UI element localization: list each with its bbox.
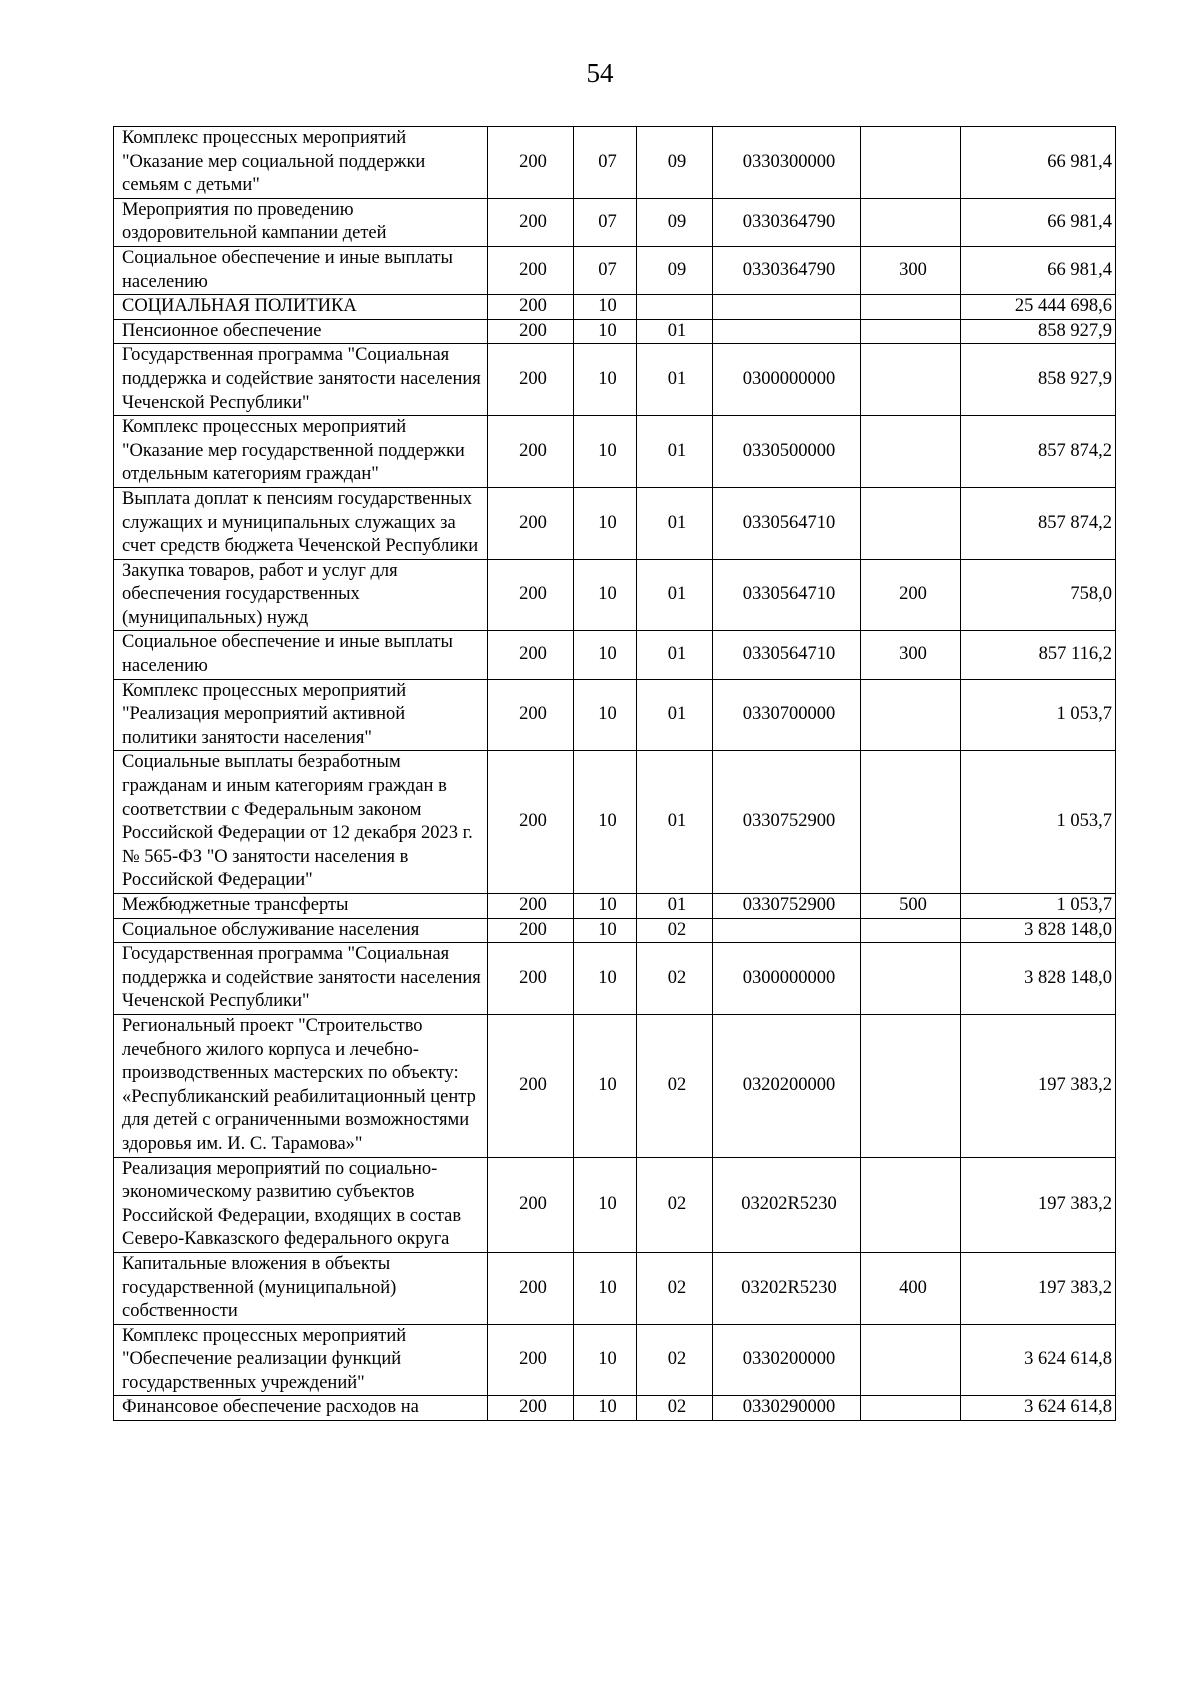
row-grbs-code: 200 (488, 943, 574, 1015)
row-grbs-code: 200 (488, 751, 574, 894)
row-name: Социальное обслуживание населения (114, 918, 488, 943)
row-expense-type (861, 679, 961, 751)
row-name: Комплекс процессных мероприятий "Обеспечение реализации функций государственных учреждений" (114, 1324, 488, 1396)
row-name: Финансовое обеспечение расходов на (114, 1396, 488, 1421)
row-section-code: 10 (574, 894, 637, 919)
row-amount: 758,0 (961, 559, 1116, 631)
row-target-article: 0330564710 (713, 631, 861, 679)
row-section-code: 10 (574, 559, 637, 631)
row-expense-type (861, 198, 961, 246)
row-name: СОЦИАЛЬНАЯ ПОЛИТИКА (114, 295, 488, 320)
row-expense-type (861, 295, 961, 320)
row-grbs-code: 200 (488, 1396, 574, 1421)
table-row (114, 246, 1116, 294)
row-subsection-code: 01 (637, 344, 713, 416)
row-grbs-code: 200 (488, 631, 574, 679)
row-section-code: 10 (574, 918, 637, 943)
table-row (114, 894, 1116, 919)
row-subsection-code: 02 (637, 1324, 713, 1396)
row-grbs-code: 200 (488, 416, 574, 488)
row-section-code: 10 (574, 319, 637, 344)
row-amount: 1 053,7 (961, 894, 1116, 919)
row-section-code: 10 (574, 1157, 637, 1252)
row-name: Государственная программа "Социальная поддержка и содействие занятости населения Чеченской Республики" (114, 943, 488, 1015)
table-row (114, 1324, 1116, 1396)
row-name: Социальное обеспечение и иные выплаты населению (114, 246, 488, 294)
row-grbs-code: 200 (488, 344, 574, 416)
row-section-code: 10 (574, 1396, 637, 1421)
row-target-article: 0320200000 (713, 1014, 861, 1157)
row-target-article (713, 295, 861, 320)
table-row (114, 559, 1116, 631)
row-expense-type (861, 487, 961, 559)
row-expense-type (861, 344, 961, 416)
table-row (114, 416, 1116, 488)
row-name: Социальное обеспечение и иные выплаты населению (114, 631, 488, 679)
row-expense-type (861, 1157, 961, 1252)
row-subsection-code: 01 (637, 319, 713, 344)
row-target-article (713, 319, 861, 344)
row-name: Комплекс процессных мероприятий "Оказание мер государственной поддержки отдельным категориям граждан" (114, 416, 488, 488)
row-amount: 857 874,2 (961, 487, 1116, 559)
row-grbs-code: 200 (488, 559, 574, 631)
row-subsection-code: 09 (637, 127, 713, 199)
row-expense-type (861, 943, 961, 1015)
table-row (114, 1014, 1116, 1157)
row-subsection-code: 02 (637, 1014, 713, 1157)
row-grbs-code: 200 (488, 198, 574, 246)
row-amount: 857 116,2 (961, 631, 1116, 679)
table-row (114, 295, 1116, 320)
row-expense-type: 300 (861, 246, 961, 294)
row-expense-type: 300 (861, 631, 961, 679)
row-section-code: 10 (574, 295, 637, 320)
table-row (114, 679, 1116, 751)
row-target-article: 0330364790 (713, 246, 861, 294)
table-row (114, 198, 1116, 246)
row-grbs-code: 200 (488, 487, 574, 559)
row-subsection-code: 01 (637, 559, 713, 631)
row-expense-type (861, 1324, 961, 1396)
row-subsection-code: 09 (637, 246, 713, 294)
row-subsection-code: 02 (637, 1396, 713, 1421)
table-row (114, 1396, 1116, 1421)
row-expense-type (861, 1396, 961, 1421)
table-row (114, 631, 1116, 679)
table-row (114, 943, 1116, 1015)
page-number: 54 (586, 58, 614, 88)
row-target-article: 0330200000 (713, 1324, 861, 1396)
row-subsection-code: 01 (637, 751, 713, 894)
table-row (114, 751, 1116, 894)
table-row (114, 1157, 1116, 1252)
row-expense-type (861, 751, 961, 894)
row-amount: 1 053,7 (961, 679, 1116, 751)
row-target-article: 03202R5230 (713, 1252, 861, 1324)
row-target-article: 0330290000 (713, 1396, 861, 1421)
row-grbs-code: 200 (488, 1252, 574, 1324)
row-subsection-code: 01 (637, 631, 713, 679)
table-row (114, 1252, 1116, 1324)
row-target-article: 0330364790 (713, 198, 861, 246)
row-expense-type (861, 918, 961, 943)
row-amount: 66 981,4 (961, 198, 1116, 246)
row-amount: 25 444 698,6 (961, 295, 1116, 320)
row-subsection-code: 02 (637, 918, 713, 943)
row-name: Пенсионное обеспечение (114, 319, 488, 344)
row-subsection-code: 01 (637, 416, 713, 488)
row-target-article: 0330564710 (713, 559, 861, 631)
budget-table (113, 126, 1116, 1421)
row-grbs-code: 200 (488, 127, 574, 199)
row-amount: 3 624 614,8 (961, 1396, 1116, 1421)
row-target-article: 0330752900 (713, 751, 861, 894)
row-name: Мероприятия по проведению оздоровительной кампании детей (114, 198, 488, 246)
row-target-article: 0330300000 (713, 127, 861, 199)
row-name: Комплекс процессных мероприятий "Оказание мер социальной поддержки семьям с детьми" (114, 127, 488, 199)
row-amount: 66 981,4 (961, 127, 1116, 199)
row-grbs-code: 200 (488, 679, 574, 751)
table-row (114, 344, 1116, 416)
row-section-code: 10 (574, 1014, 637, 1157)
row-section-code: 07 (574, 246, 637, 294)
row-section-code: 10 (574, 1252, 637, 1324)
row-grbs-code: 200 (488, 295, 574, 320)
row-amount: 3 624 614,8 (961, 1324, 1116, 1396)
row-name: Региональный проект "Строительство лечебного жилого корпуса и лечебно-производственных мастерских по объекту: «Республиканский реабилитационный центр для детей с ограниченными возможностями здоровья им. И. С. Тарамова»" (114, 1014, 488, 1157)
row-name: Закупка товаров, работ и услуг для обеспечения государственных (муниципальных) нужд (114, 559, 488, 631)
row-target-article (713, 918, 861, 943)
row-target-article: 0300000000 (713, 943, 861, 1015)
row-subsection-code: 02 (637, 943, 713, 1015)
row-amount: 3 828 148,0 (961, 943, 1116, 1015)
row-expense-type (861, 416, 961, 488)
budget-table-body (114, 127, 1116, 1421)
row-name: Капитальные вложения в объекты государственной (муниципальной) собственности (114, 1252, 488, 1324)
row-subsection-code: 01 (637, 894, 713, 919)
row-expense-type: 500 (861, 894, 961, 919)
row-expense-type (861, 127, 961, 199)
row-target-article: 0330564710 (713, 487, 861, 559)
row-amount: 1 053,7 (961, 751, 1116, 894)
row-section-code: 10 (574, 679, 637, 751)
row-subsection-code: 01 (637, 679, 713, 751)
row-section-code: 10 (574, 1324, 637, 1396)
row-grbs-code: 200 (488, 319, 574, 344)
row-grbs-code: 200 (488, 894, 574, 919)
row-name: Выплата доплат к пенсиям государственных служащих и муниципальных служащих за счет средств бюджета Чеченской Республики (114, 487, 488, 559)
row-amount: 66 981,4 (961, 246, 1116, 294)
row-name: Социальные выплаты безработным гражданам и иным категориям граждан в соответствии с Федеральным законом Российской Федерации от 12 декабря 2023 г. № 565-ФЗ "О занятости населения в Российской Федерации" (114, 751, 488, 894)
row-amount: 197 383,2 (961, 1157, 1116, 1252)
row-subsection-code (637, 295, 713, 320)
row-expense-type: 400 (861, 1252, 961, 1324)
row-subsection-code: 09 (637, 198, 713, 246)
row-target-article: 0300000000 (713, 344, 861, 416)
row-grbs-code: 200 (488, 918, 574, 943)
row-grbs-code: 200 (488, 1324, 574, 1396)
row-section-code: 10 (574, 416, 637, 488)
row-subsection-code: 01 (637, 487, 713, 559)
row-grbs-code: 200 (488, 1157, 574, 1252)
row-amount: 858 927,9 (961, 319, 1116, 344)
row-name: Межбюджетные трансферты (114, 894, 488, 919)
row-amount: 197 383,2 (961, 1014, 1116, 1157)
row-expense-type (861, 1014, 961, 1157)
row-section-code: 07 (574, 127, 637, 199)
row-amount: 3 828 148,0 (961, 918, 1116, 943)
row-section-code: 10 (574, 631, 637, 679)
row-name: Комплекс процессных мероприятий "Реализация мероприятий активной политики занятости населения" (114, 679, 488, 751)
table-row (114, 487, 1116, 559)
row-grbs-code: 200 (488, 246, 574, 294)
row-section-code: 10 (574, 344, 637, 416)
row-name: Реализация мероприятий по социально-экономическому развитию субъектов Российской Федерации, входящих в состав Северо-Кавказского федерального округа (114, 1157, 488, 1252)
table-row (114, 918, 1116, 943)
row-section-code: 10 (574, 487, 637, 559)
row-section-code: 07 (574, 198, 637, 246)
table-row (114, 127, 1116, 199)
row-grbs-code: 200 (488, 1014, 574, 1157)
row-amount: 197 383,2 (961, 1252, 1116, 1324)
row-amount: 858 927,9 (961, 344, 1116, 416)
row-expense-type: 200 (861, 559, 961, 631)
row-amount: 857 874,2 (961, 416, 1116, 488)
row-subsection-code: 02 (637, 1157, 713, 1252)
row-subsection-code: 02 (637, 1252, 713, 1324)
table-row (114, 319, 1116, 344)
row-section-code: 10 (574, 943, 637, 1015)
row-target-article: 0330500000 (713, 416, 861, 488)
row-target-article: 0330752900 (713, 894, 861, 919)
row-target-article: 03202R5230 (713, 1157, 861, 1252)
row-section-code: 10 (574, 751, 637, 894)
row-expense-type (861, 319, 961, 344)
row-name: Государственная программа "Социальная поддержка и содействие занятости населения Чеченской Республики" (114, 344, 488, 416)
row-target-article: 0330700000 (713, 679, 861, 751)
